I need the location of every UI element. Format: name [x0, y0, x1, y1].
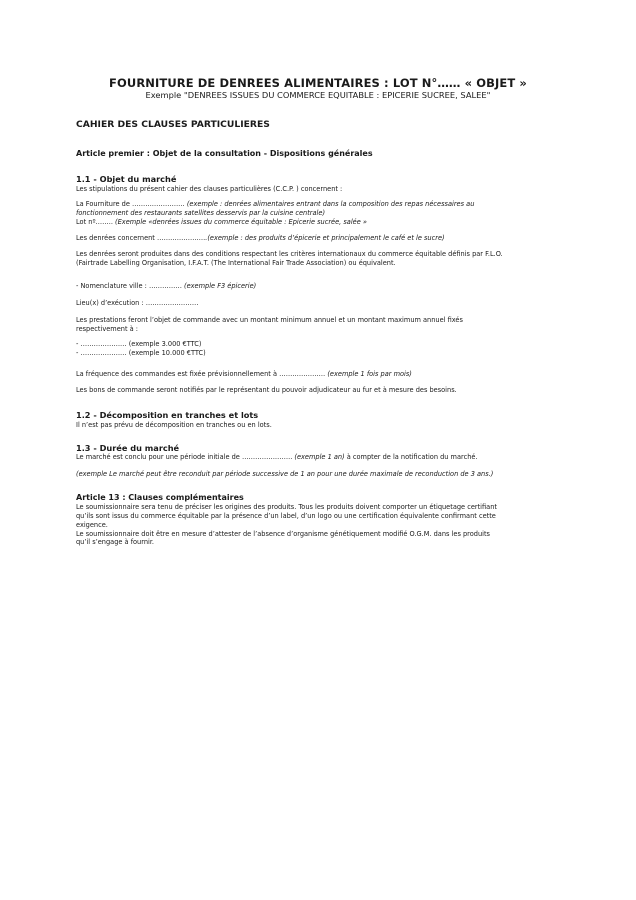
fourniture-example: (exemple : denrées alimentaires entrant dans la composition des repas nécessaires au — [186, 200, 475, 209]
montant-maximum: - ………………… (exemple 10.000 €TTC) — [76, 349, 206, 358]
s13-text — [76, 453, 568, 462]
reconduction-note: (exemple Le marché peut être reconduit par période successive de 1 an pour une durée maximale de reconduction de 3 ans.) — [76, 469, 494, 478]
art13-para2-line2: qu’il s’engage à fournir. — [76, 538, 155, 547]
art13-para1-line3: exigence. — [76, 520, 108, 529]
fourniture-label: La Fourniture de …………………… — [76, 200, 187, 209]
criteres-line-2: (Fairtrade Labelling Organisation, I.F.A.T. (The International Fair Trade Association) ou équivalent. — [76, 258, 396, 267]
nomenclature-label: - Nomenclature ville : …………… — [76, 281, 185, 290]
frequence-example: (exemple 1 fois par mois) — [327, 370, 412, 379]
denrees-label: Les denrées concernent …………………. — [76, 234, 206, 243]
fourniture-line — [76, 200, 568, 209]
s13-example: (exemple 1 an) — [294, 453, 345, 461]
art13-para2-line1: Le soumissionnaire doit être en mesure d’attester de l’absence d’organisme génétiquement modifié O.G.M. dans les produits — [76, 529, 490, 538]
bons-commande: Les bons de commande seront notifiés par le représentant du pouvoir adjudicateur au fur et à mesure des besoins. — [76, 386, 457, 395]
s13-text-after: à compter de la notification du marché. — [344, 453, 478, 461]
lot-example: (Exemple «denrées issues du commerce équitable : Epicerie sucrée, salée » — [115, 218, 367, 227]
article-premier-heading: Article premier : Objet de la consultation - Dispositions générales — [76, 149, 373, 158]
lot-line — [76, 218, 568, 227]
section-1-3-heading: 1.3 - Durée du marché — [76, 442, 180, 453]
cahier-title: CAHIER DES CLAUSES PARTICULIERES — [76, 119, 270, 130]
fourniture-example-cont: fonctionnement des restaurants satellites desservis par la cuisine centrale) — [76, 209, 326, 218]
document-body — [76, 119, 568, 547]
s11-intro: Les stipulations du présent cahier des clauses particulières (C.C.P. ) concernent : — [76, 184, 343, 193]
section-1-1-heading: 1.1 - Objet du marché — [76, 174, 177, 184]
denrees-example: .(exemple : des produits d’épicerie et principalement le café et le sucre) — [205, 234, 445, 243]
section-1-2-heading: 1.2 - Décomposition en tranches et lots — [76, 410, 259, 421]
lieu-execution: Lieu(x) d’exécution : …………………… — [76, 298, 199, 307]
article-13-heading: Article 13 : Clauses complémentaires — [76, 492, 244, 502]
art13-para1-line2: qu’ils sont issus du commerce équitable par la présence d’un label, d’un logo ou une certification équivalente confirmant cette — [76, 511, 496, 520]
denrees-line — [76, 234, 568, 243]
montant-minimum: - ………………… (exemple 3.000 €TTC) — [76, 340, 202, 349]
nomenclature-example: (exemple F3 épicerie) — [184, 281, 257, 290]
document-subtitle: Exemple "DENREES ISSUES DU COMMERCE EQUITABLE : EPICERIE SUCREE, SALEE" — [145, 90, 491, 100]
s12-text: Il n’est pas prévu de décomposition en tranches ou en lots. — [76, 420, 272, 429]
nomenclature-line — [76, 282, 568, 291]
art13-para1-line1: Le soumissionnaire sera tenu de préciser les origines des produits. Tous les produits doivent comporter un étiquetage certifiant — [76, 502, 497, 511]
montants-line-2: respectivement à : — [76, 324, 138, 333]
document-title: FOURNITURE DE DENREES ALIMENTAIRES : LOT N°…… « OBJET » — [109, 76, 527, 90]
lot-label: Lot nº…….. — [76, 218, 116, 227]
s13-text-before: Le marché est conclu pour une période initiale de ………………….. — [76, 453, 295, 461]
montants-line-1: Les prestations feront l’objet de commande avec un montant minimum annuel et un montant maximum annuel fixés — [76, 315, 463, 324]
frequence-line — [76, 370, 568, 379]
criteres-line-1: Les denrées seront produites dans des conditions respectant les critères internationaux du commerce équitable définis par F.L.O. — [76, 250, 503, 259]
frequence-label: La fréquence des commandes est fixée prévisionnellement à ………………… — [76, 370, 328, 379]
